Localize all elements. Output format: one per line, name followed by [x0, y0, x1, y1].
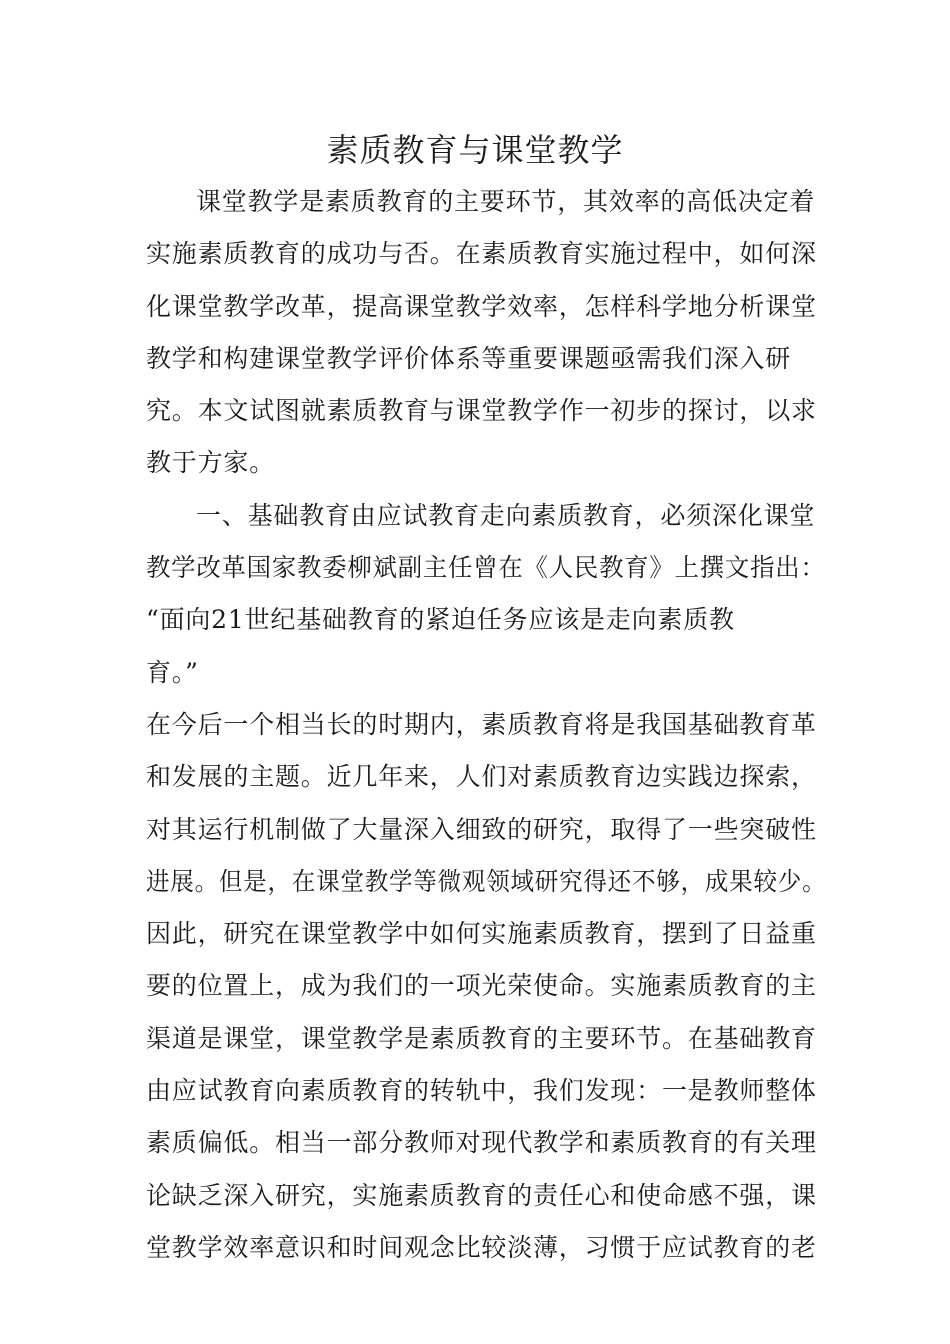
text-line: 化课堂教学改革，提高课堂教学效率，怎样科学地分析课堂 [146, 291, 817, 321]
document-title: 素质教育与课堂教学 [326, 131, 624, 169]
text-line: 究。本文试图就素质教育与课堂教学作一初步的探讨，以求 [146, 396, 817, 426]
text-line: 渠道是课堂，课堂教学是素质教育的主要环节。在基础教育 [146, 1023, 817, 1053]
text-line: 教于方家。 [146, 448, 276, 478]
text-line: 要的位置上，成为我们的一项光荣使命。实施素质教育的主 [146, 971, 817, 1001]
text-line: 因此，研究在课堂教学中如何实施素质教育，摆到了日益重 [146, 919, 817, 949]
text-line: 对其运行机制做了大量深入细致的研究，取得了一些突破性 [146, 814, 817, 844]
text-line: 在今后一个相当长的时期内，素质教育将是我国基础教育革 [146, 709, 817, 739]
document-body [146, 176, 826, 1274]
text-line: 课堂教学是素质教育的主要环节，其效率的高低决定着 [196, 187, 816, 216]
text-line: 一、基础教育由应试教育走向素质教育，必须深化课堂 [196, 500, 816, 530]
text-line: 素质偏低。相当一部分教师对现代教学和素质教育的有关理 [146, 1128, 817, 1158]
text-line: 和发展的主题。近几年来，人们对素质教育边实践边探索， [146, 762, 817, 792]
text-line: 教学和构建课堂教学评价体系等重要课题亟需我们深入研 [146, 343, 792, 373]
text-line: 论缺乏深入研究，实施素质教育的责任心和使命感不强，课 [146, 1180, 817, 1210]
text-line: 堂教学效率意识和时间观念比较淡薄，习惯于应试教育的老 [146, 1232, 817, 1262]
text-line: 教学改革国家教委柳斌副主任曾在《人民教育》上撰文指出： [146, 553, 826, 583]
text-line: 实施素质教育的成功与否。在素质教育实施过程中，如何深 [146, 239, 817, 269]
text-line: “面向21世纪基础教育的紧迫任务应该是走向素质教 [146, 605, 735, 635]
text-line: 育。” [146, 657, 199, 687]
text-line: 进展。但是，在课堂教学等微观领域研究得还不够，成果较少。 [146, 866, 827, 896]
text-line: 由应试教育向素质教育的转轨中，我们发现：一是教师整体 [146, 1076, 817, 1106]
